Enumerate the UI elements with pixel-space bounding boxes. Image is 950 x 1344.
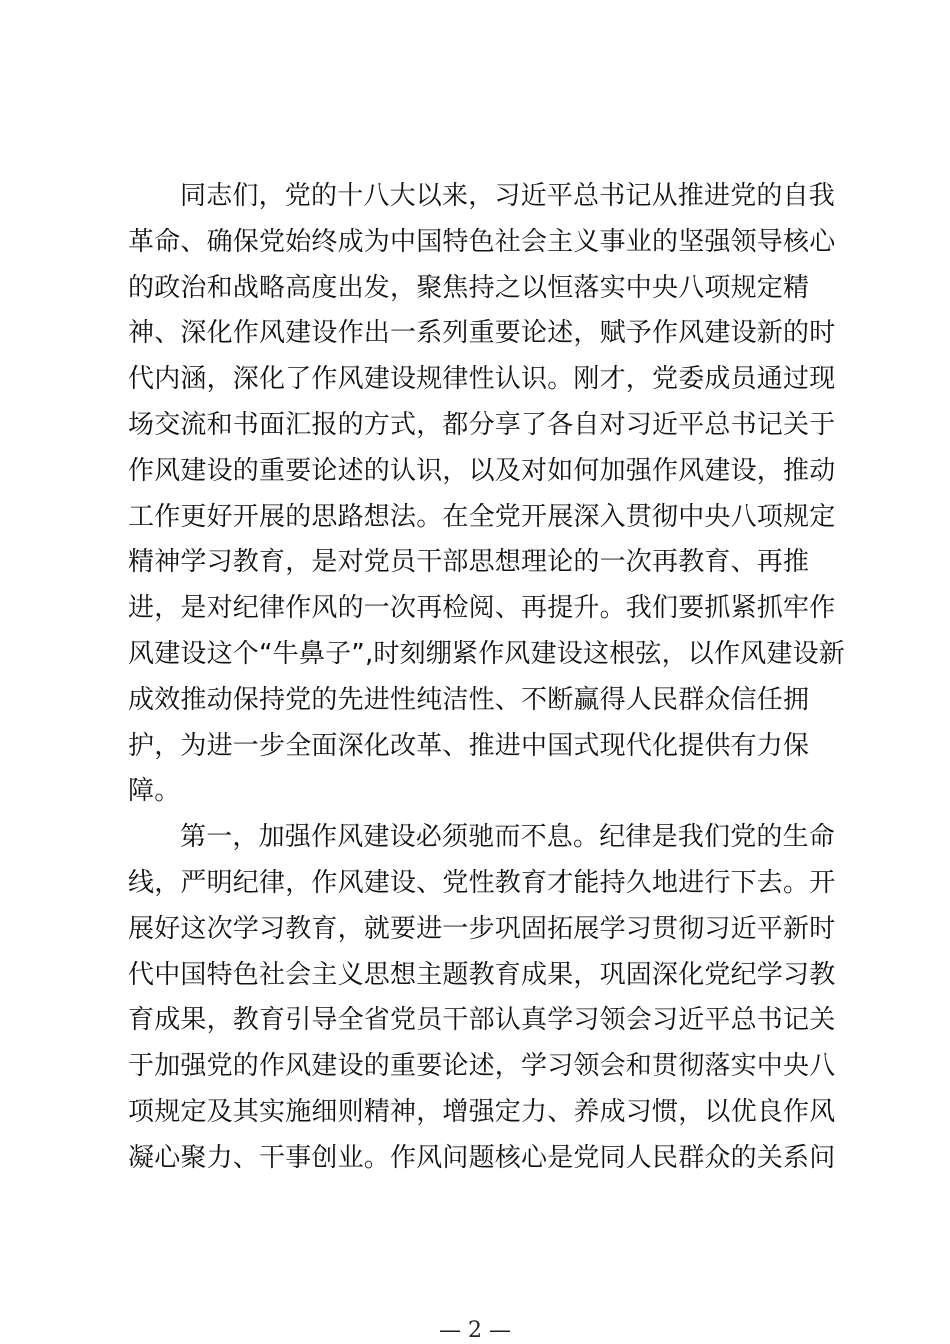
text-line: 同志们，党的十八大以来，习近平总书记从推进党的自我 xyxy=(180,181,836,211)
text-line: 项规定及其实施细则精神，增强定力、养成习惯，以优良作风 xyxy=(128,1096,836,1127)
text-line: 于加强党的作风建设的重要论述，学习领会和贯彻落实中央八 xyxy=(128,1051,836,1082)
text-line: 的政治和战略高度出发，聚焦持之以恒落实中央八项规定精 xyxy=(128,272,810,303)
paragraph xyxy=(128,174,846,815)
text-line: 场交流和书面汇报的方式，都分享了各自对习近平总书记关于 xyxy=(128,409,836,440)
text-line: 代内涵，深化了作风建设规律性认识。刚才，党委成员通过现 xyxy=(128,364,836,395)
text-line: 代中国特色社会主义思想主题教育成果，巩固深化党纪学习教 xyxy=(128,959,836,990)
text-line: 精神学习教育，是对党员干部思想理论的一次再教育、再推 xyxy=(128,547,810,578)
body-text xyxy=(128,174,846,1182)
text-line: 线，严明纪律，作风建设、党性教育才能持久地进行下去。开 xyxy=(128,867,836,898)
text-line: 障。 xyxy=(128,776,181,807)
text-line: 风建设这个“牛鼻子”,时刻绷紧作风建设这根弦，以作风建设新 xyxy=(128,638,846,669)
text-line: 作风建设的重要论述的认识，以及对如何加强作风建设，推动 xyxy=(128,455,836,486)
text-line: 护，为进一步全面深化改革、推进中国式现代化提供有力保 xyxy=(128,730,810,761)
text-line: 进，是对纪律作风的一次再检阅、再提升。我们要抓紧抓牢作 xyxy=(128,593,836,624)
text-line: 革命、确保党始终成为中国特色社会主义事业的坚强领导核心 xyxy=(128,226,836,257)
text-line: 凝心聚力、干事创业。作风问题核心是党同人民群众的关系问 xyxy=(128,1142,836,1173)
text-line: 工作更好开展的思路想法。在全党开展深入贯彻中央八项规定 xyxy=(128,501,836,532)
text-line: 育成果，教育引导全省党员干部认真学习领会习近平总书记关 xyxy=(128,1005,836,1036)
text-line: 第一，加强作风建设必须驰而不息。纪律是我们党的生命 xyxy=(180,822,836,853)
text-line: 神、深化作风建设作出一系列重要论述，赋予作风建设新的时 xyxy=(128,318,836,349)
paragraph xyxy=(128,815,836,1181)
page-number: — 2 — xyxy=(439,1318,511,1343)
text-line: 展好这次学习教育，就要进一步巩固拓展学习贯彻习近平新时 xyxy=(128,913,836,944)
text-line: 成效推动保持党的先进性纯洁性、不断赢得人民群众信任拥 xyxy=(128,684,810,715)
